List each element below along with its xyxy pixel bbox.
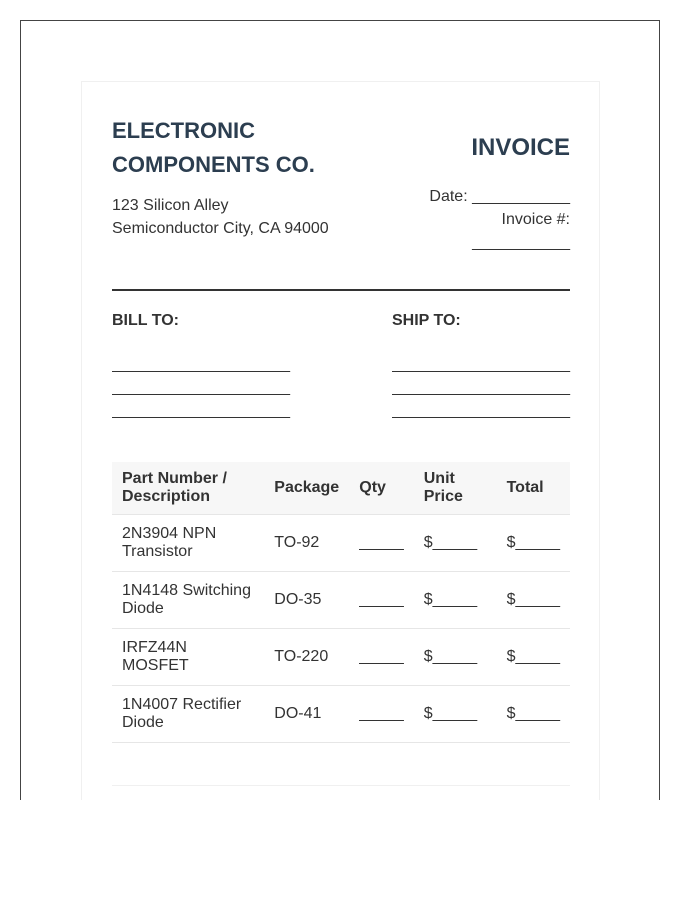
ship-to-section [392,311,572,422]
header-total: Total [497,462,570,515]
ship-to-label: SHIP TO: [392,312,461,329]
cell-package: TO-92 [264,515,349,572]
header-package: Package [264,462,349,515]
address-line-1: 123 Silicon Alley [112,197,229,214]
bill-to-line: ____________________ [112,356,290,373]
cell-total: $_____ [497,686,570,743]
ship-to-line: ____________________ [392,402,570,419]
cell-total: $_____ [497,515,570,572]
header-unit-price: Unit Price [414,462,497,515]
cell-total: $_____ [497,629,570,686]
cell-description: 1N4007 Rectifier Diode [112,686,264,743]
cell-package: DO-35 [264,572,349,629]
table-header-row [112,462,570,515]
cell-package: TO-220 [264,629,349,686]
cell-unit-price: $_____ [414,515,497,572]
cell-description: IRFZ44N MOSFET [112,629,264,686]
cell-description: 1N4148 Switching Diode [112,572,264,629]
cell-description: 2N3904 NPN Transistor [112,515,264,572]
table-row [112,515,570,572]
date-blank: ___________ [472,188,570,205]
cell-qty: _____ [349,515,414,572]
table-row [112,572,570,629]
header-qty: Qty [349,462,414,515]
ship-to-line: ____________________ [392,356,570,373]
cell-unit-price: $_____ [414,686,497,743]
ship-to-line: ____________________ [392,379,570,396]
date-label: Date: [429,188,468,205]
invoice-number-label: Invoice #: [501,211,570,228]
cell-unit-price: $_____ [414,629,497,686]
cell-qty: _____ [349,572,414,629]
cell-total: $_____ [497,572,570,629]
bill-to-label: BILL TO: [112,312,179,329]
company-name: ELECTRONIC COMPONENTS CO. [112,118,315,177]
cell-unit-price: $_____ [414,572,497,629]
invoice-number-blank: ___________ [472,234,570,251]
bill-to-section [112,311,292,422]
header-divider [112,289,570,291]
line-items-table [112,462,570,743]
cell-package: DO-41 [264,686,349,743]
address-line-2: Semiconductor City, CA 94000 [112,220,329,237]
bill-to-line: ____________________ [112,379,290,396]
cell-qty: _____ [349,686,414,743]
header-description: Part Number / Description [112,462,264,515]
date-row [410,185,570,208]
bill-to-line: ____________________ [112,402,290,419]
invoice-meta [410,185,570,254]
table-row [112,629,570,686]
footer-divider [112,785,570,786]
company-address [112,194,329,240]
table-row [112,686,570,743]
invoice-title: INVOICE [471,134,570,161]
cell-qty: _____ [349,629,414,686]
